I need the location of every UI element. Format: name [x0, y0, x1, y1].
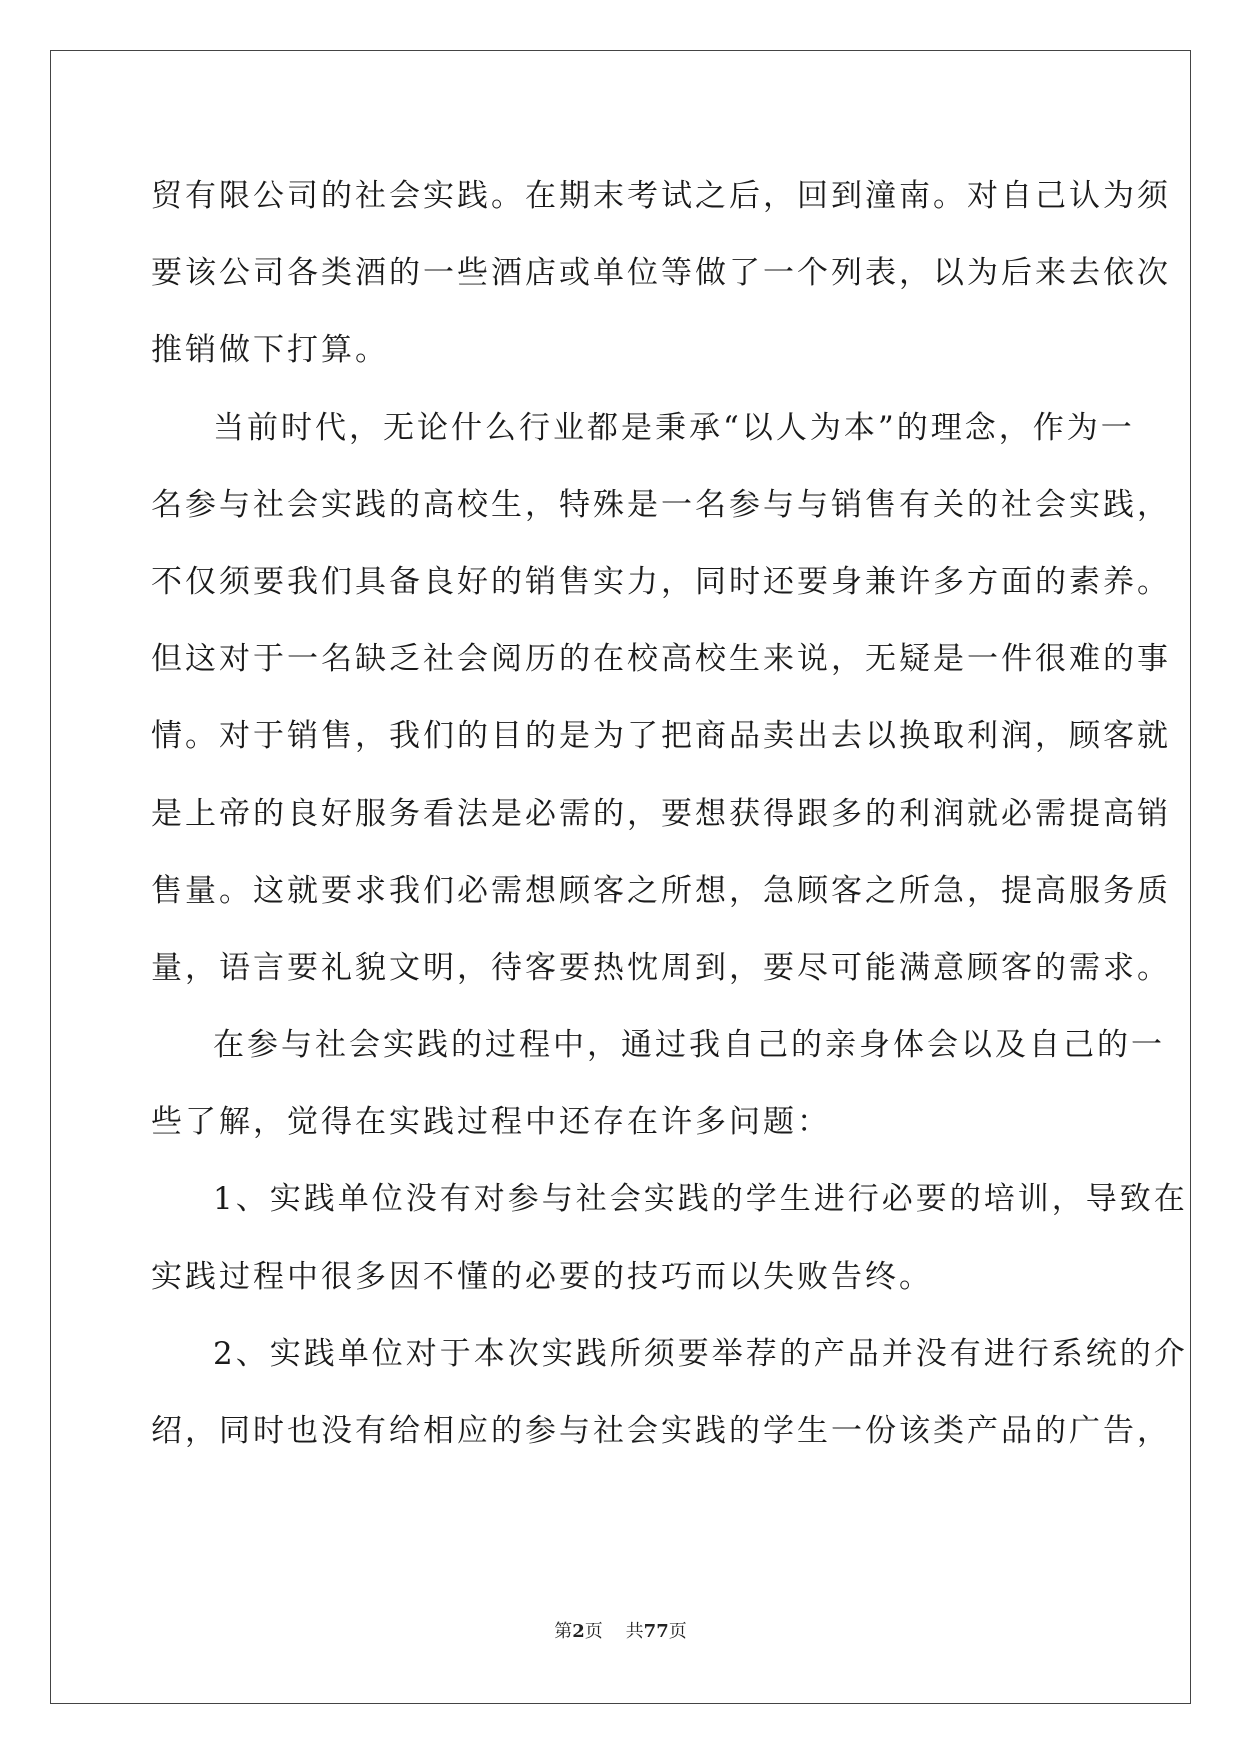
- document-body: [151, 158, 1188, 1470]
- text-line: 实践过程中很多因不懂的必要的技巧而以失败告终。: [151, 1258, 933, 1295]
- text-line: 绍，同时也没有给相应的参与社会实践的学生一份该类产品的广告，: [151, 1413, 1171, 1449]
- text-line: 在参与社会实践的过程中，通过我自己的亲身体会以及自己的一: [213, 1027, 1165, 1064]
- text-line: 售量。这就要求我们必需想顾客之所想，急顾客之所急，提高服务质: [151, 872, 1171, 909]
- text-line: 贸有限公司的社会实践。在期末考试之后，回到潼南。对自己认为须: [151, 178, 1171, 214]
- text-line: 不仅须要我们具备良好的销售实力，同时还要身兼许多方面的素养。: [151, 563, 1171, 600]
- text-line: 情。对于销售，我们的目的是为了把商品卖出去以换取利润，顾客就: [151, 718, 1171, 755]
- footer-prefix: 第: [554, 1621, 573, 1642]
- page-footer: [0, 1620, 1241, 1644]
- text-line: 名参与社会实践的高校生，特殊是一名参与与销售有关的社会实践，: [151, 486, 1171, 523]
- text-line: 是上帝的良好服务看法是必需的，要想获得跟多的利润就必需提高销: [151, 795, 1171, 832]
- text-line: 1、实践单位没有对参与社会实践的学生进行必要的培训，导致在: [213, 1181, 1188, 1218]
- text-line: 2、实践单位对于本次实践所须要举荐的产品并没有进行系统的介: [213, 1335, 1188, 1372]
- total-page-number: 77: [643, 1621, 669, 1642]
- text-line: 些了解，觉得在实践过程中还存在许多问题：: [151, 1104, 831, 1141]
- text-line: 当前时代，无论什么行业都是秉承“以人为本”的理念，作为一: [213, 409, 1135, 446]
- footer-page-suffix: 页: [584, 1621, 603, 1642]
- footer-total-prefix: 共: [625, 1621, 644, 1642]
- text-line: 量，语言要礼貌文明，待客要热忱周到，要尽可能满意顾客的需求。: [151, 949, 1171, 986]
- footer-total-suffix: 页: [668, 1621, 687, 1642]
- text-line: 推销做下打算。: [151, 332, 389, 369]
- text-line: 但这对于一名缺乏社会阅历的在校高校生来说，无疑是一件很难的事: [151, 641, 1171, 678]
- text-line: 要该公司各类酒的一些酒店或单位等做了一个列表，以为后来去依次: [151, 255, 1171, 292]
- current-page-number: 2: [572, 1621, 585, 1642]
